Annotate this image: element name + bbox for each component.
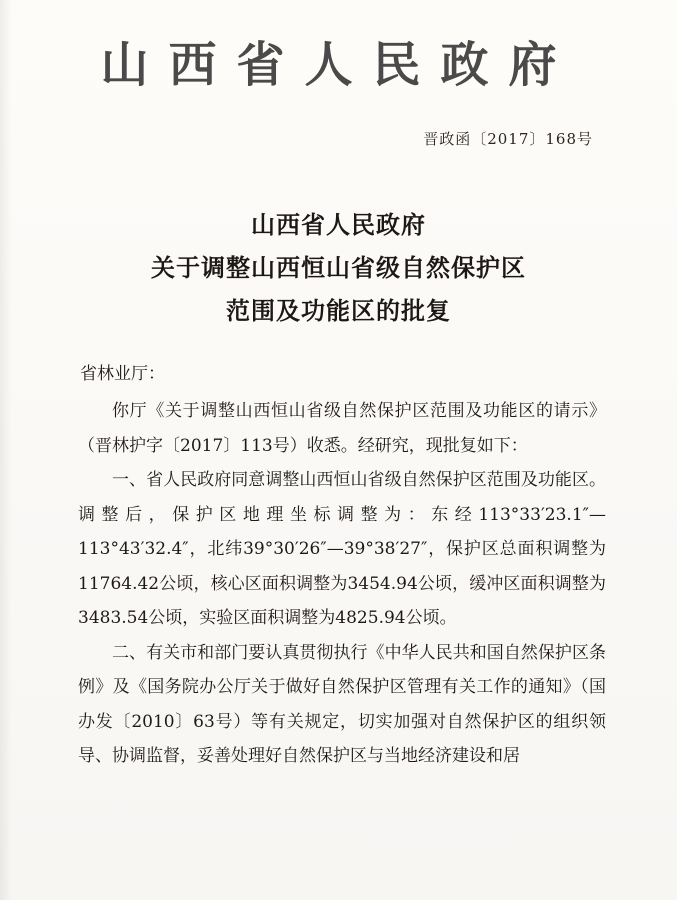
paragraph-item-1: 一、省人民政府同意调整山西恒山省级自然保护区范围及功能区。调整后，保护区地理坐标调整为：东经113°33′23.1″—113°43′32.4″，北纬39°30′26″—39°38′27″，保护区总面积调整为11764.42公顷，核心区面积调整为3454.94公顷，缓冲区面积调整为3483.54公顷，实验区面积调整为4825.94公顷。 — [78, 470, 606, 628]
document-body — [78, 394, 606, 774]
paragraph-intro: 你厅《关于调整山西恒山省级自然保护区范围及功能区的请示》（晋林护字〔2017〕113号）收悉。经研究，现批复如下： — [78, 401, 606, 456]
letterhead-org-name: 山西省人民政府 — [100, 37, 577, 93]
document-title — [0, 203, 677, 332]
addressee: 省林业厅： — [80, 364, 165, 384]
title-line-3: 范围及功能区的批复 — [226, 296, 451, 325]
title-line-2: 关于调整山西恒山省级自然保护区 — [151, 253, 526, 282]
document-number: 晋政函〔2017〕168号 — [423, 130, 593, 148]
page-edge-shadow — [0, 0, 12, 900]
title-line-1: 山西省人民政府 — [251, 210, 426, 239]
paragraph-item-2: 二、有关市和部门要认真贯彻执行《中华人民共和国自然保护区条例》及《国务院办公厅关于做好自然保护区管理有关工作的通知》（国办发〔2010〕63号）等有关规定，切实加强对自然保护区的组织领导、协调监督，妥善处理好自然保护区与当地经济建设和居 — [78, 642, 606, 766]
